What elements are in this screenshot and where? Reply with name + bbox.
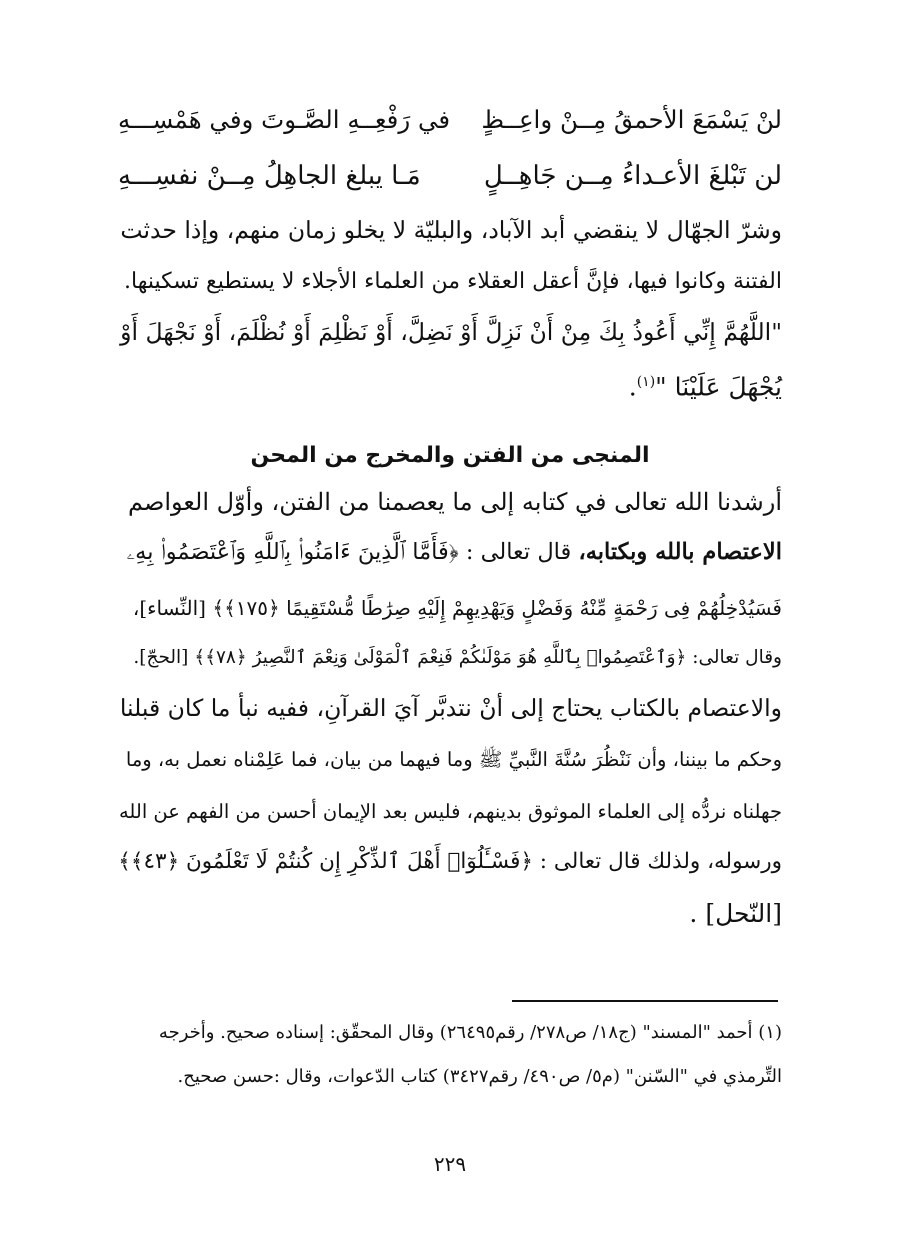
quran-verse-nisa-start: ﴿فَأَمَّا ٱلَّذِينَ ءَامَنُوا۟ بِٱللَّهِ وَٱعْتَصَمُوا۟ بِهِۦ [126, 539, 459, 565]
section-line-4 [118, 638, 782, 678]
section-line-3 [118, 588, 782, 628]
section-line-5: والاعتصام بالكتاب يحتاج إلى أنْ نتدبَّر آيَ القرآنِ، ففيه نبأ ما كان قبلنا [119, 694, 782, 722]
section-heading: المنجى من الفتن والمخرج من المحن [250, 443, 650, 468]
footnote-line-2: التِّرمذي في "السّنن" (م٥/ ص٤٩٠/ رقم٣٤٢٧) كتاب الدّعوات، وقال :حسن صحيح. [177, 1066, 782, 1087]
intro-text-3: ورسوله، ولذلك قال تعالى : [539, 849, 782, 874]
surah-ref-nisa: [النِّساء]، [132, 596, 206, 620]
intro-text-2: وقال تعالى: [692, 647, 782, 668]
quran-verse-nisa-end: فَسَيُدْخِلُهُمْ فِى رَحْمَةٍ مِّنْهُ وَفَضْلٍ وَيَهْدِيهِمْ إِلَيْهِ صِرَٰطًا مُّسْتَقِيمًا ﴿١٧٥﴾﴾ [212, 596, 782, 620]
section-line-7: جهلناه نردُّه إلى العلماء الموثوق بدينهم، فليس بعد الإيمان أحسن من الفهم عن الله [118, 800, 782, 823]
quran-verse-nahl: ﴿فَسْـَٔلُوٓا۟ أَهْلَ ٱلذِّكْرِ إِن كُنتُمْ لَا تَعْلَمُونَ ﴿٤٣﴾﴾ [118, 849, 533, 874]
footnote-separator [512, 1000, 778, 1002]
dua-line-1: "اللَّهُمَّ إِنِّي أَعُوذُ بِكَ مِنْ أَنْ نَزِلَّ أَوْ نَضِلَّ، أَوْ نَظْلِمَ أَوْ نُظْلَمَ، أَوْ نَجْهَلَ أَوْ [120, 318, 782, 346]
footnote-ref: (١) [636, 374, 656, 390]
section-line-1: أرشدنا الله تعالى في كتابه إلى ما يعصمنا من الفتن، وأوّل العواصم [128, 488, 782, 516]
verse-2-first-hemistich: لن تَبْلغَ الأعـداءُ مِــن جَاهِــلٍ [483, 161, 782, 191]
section-line-8 [118, 842, 782, 882]
verse-1-first-hemistich: لنْ يَسْمَعَ الأحمقُ مِــنْ واعِــظٍ [481, 105, 782, 134]
quran-verse-hajj: ﴿وَٱعْتَصِمُوا۟ بِٱللَّهِ هُوَ مَوْلَىٰكُمْ فَنِعْمَ ٱلْمَوْلَىٰ وَنِعْمَ ٱلنَّصِيرُ ﴿٧٨﴾﴾ [194, 647, 687, 668]
poem-verse-2 [118, 154, 782, 198]
page-number: ٢٢٩ [433, 1152, 467, 1176]
surah-ref-hajj: [الحجّ]. [133, 647, 189, 668]
verse-2-second-hemistich: مَـا يبلغ الجاهِلُ مِــنْ نفسِـــهِ [118, 161, 421, 191]
emphasis-text: الاعتصام بالله وبكتابه، [578, 539, 782, 565]
footnote-line-1: (١) أحمد "المسند" (ج١٨/ ص٢٧٨/ رقم٢٦٤٩٥) وقال المحقّق: إسناده صحيح. وأخرجه [158, 1022, 782, 1043]
poem-verse-1 [118, 98, 782, 142]
section-line-2 [118, 532, 782, 572]
paragraph-1-line-1: وشرّ الجهّال لا ينقضي أبد الآباد، والبليّة لا يخلو زمان منهم، وإذا حدثت [120, 216, 782, 244]
section-line-9: [النّحل] . [689, 899, 782, 928]
dua-end: . [628, 372, 637, 402]
section-line-6: وحكم ما بيننا، وأن نَنْظُرَ سُنَّةَ النَّبيِّ ﷺ وما فيهما من بيان، فما عَلِمْناه نعمل به، وما [125, 748, 782, 771]
dua-line-2 [118, 362, 782, 407]
intro-text: قال تعالى : [465, 539, 572, 565]
dua-text: يُجْهَلَ عَلَيْنَا " [655, 372, 782, 402]
verse-1-second-hemistich: في رَفْعِــهِ الصَّـوتَ وفي هَمْسِـــهِ [118, 105, 451, 134]
paragraph-1-line-2: الفتنة وكانوا فيها، فإنَّ أعقل العقلاء من العلماء الأجلاء لا يستطيع تسكينها. [124, 269, 782, 294]
